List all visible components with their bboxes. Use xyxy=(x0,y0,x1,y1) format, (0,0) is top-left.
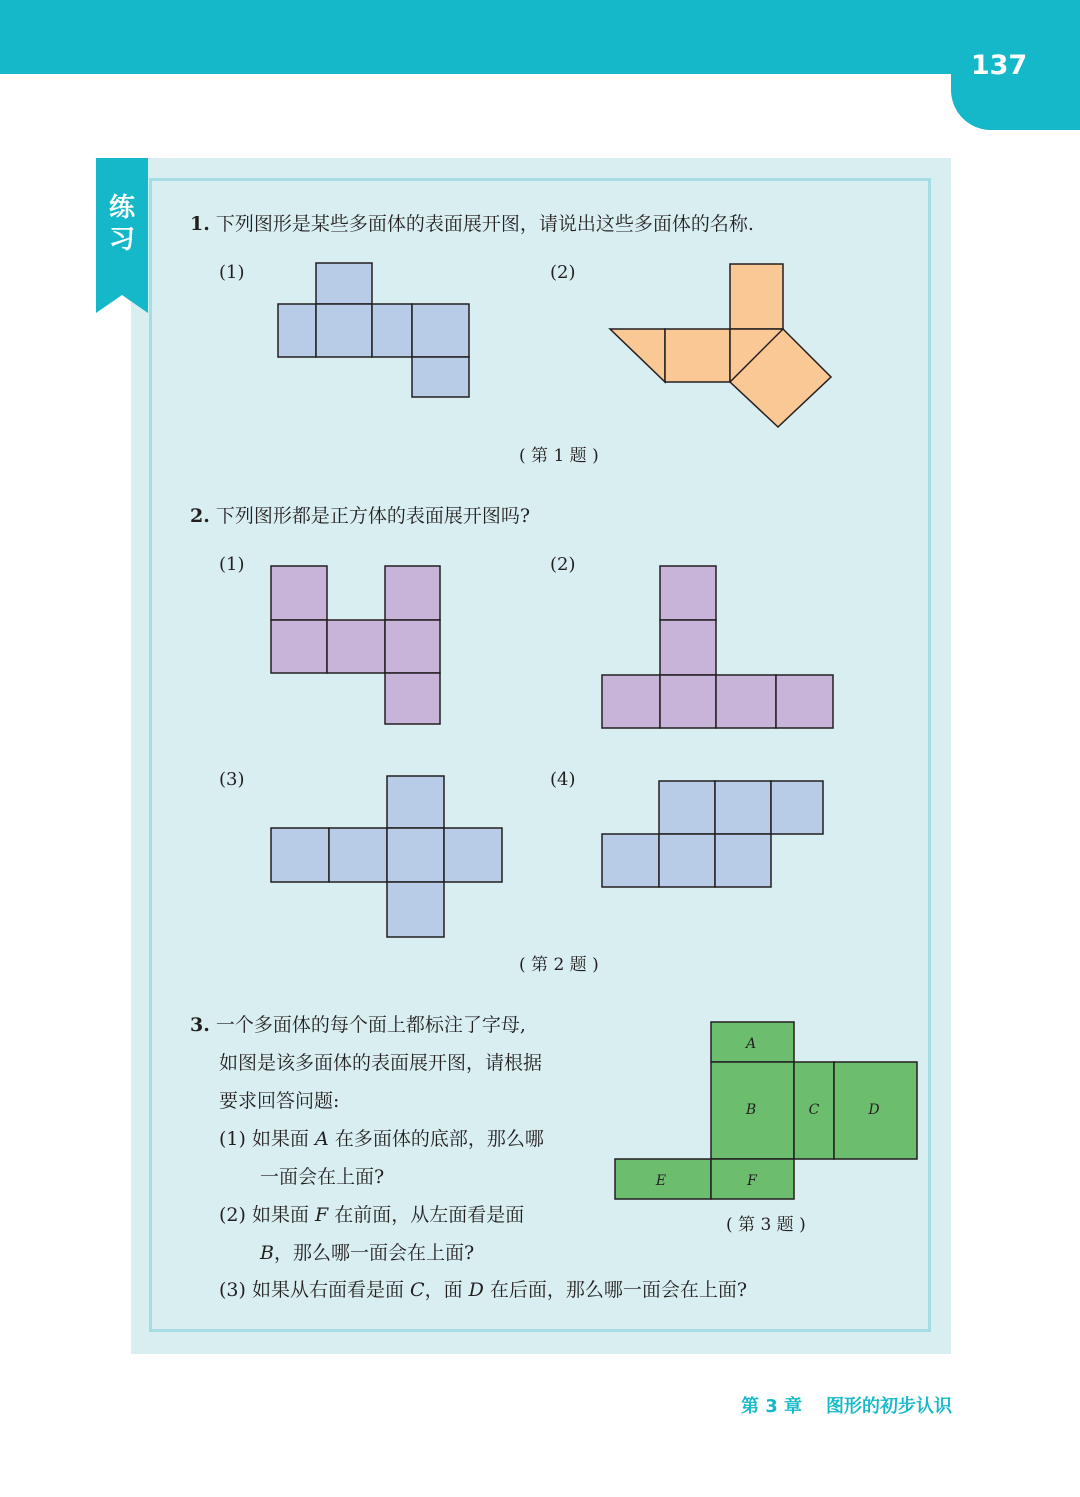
q3-p1-var-a: A xyxy=(315,1128,329,1150)
q2-net-4-face xyxy=(602,834,659,887)
q3-line-2: 如图是该多面体的表面展开图，请根据 xyxy=(219,1052,543,1074)
q3-letter-b: B xyxy=(745,1102,757,1118)
q3-p3-var-d: D xyxy=(468,1279,484,1301)
q1-net-2-face-top xyxy=(730,264,783,329)
q1-net-1-face-top xyxy=(316,263,372,304)
q1-caption: ( 第 1 题 ) xyxy=(519,446,599,466)
q2-text: 下列图形都是正方体的表面展开图吗? xyxy=(215,505,531,527)
q3-p2-c: ，那么哪一面会在上面? xyxy=(273,1242,475,1264)
q3-letter-c: C xyxy=(808,1102,820,1118)
page-number: 137 xyxy=(970,50,1028,81)
q2-net-4 xyxy=(602,781,823,887)
q3-part-3 xyxy=(219,1278,747,1302)
q3-p3-c: 在后面，那么哪一面会在上面? xyxy=(489,1279,748,1301)
footer-chapter: 第 3 章 xyxy=(740,1396,802,1417)
q3-p1-line-2: 一面会在上面? xyxy=(260,1166,385,1188)
q3-p3-label: (3) xyxy=(219,1279,246,1301)
q3-caption: ( 第 3 题 ) xyxy=(726,1215,806,1235)
q2-net-4-face xyxy=(715,781,771,834)
q3-p3-var-c: C xyxy=(410,1279,425,1301)
q3-p2-var-f: F xyxy=(315,1204,329,1226)
q3-letter-d: D xyxy=(868,1102,880,1118)
q2-net-1-face xyxy=(385,566,440,620)
q1-label-2: (2) xyxy=(550,262,576,283)
q2-net-4-face xyxy=(659,781,715,834)
q3-letter-a: A xyxy=(745,1036,757,1052)
q2-label-1: (1) xyxy=(219,554,245,575)
q2-net-1-face xyxy=(385,673,440,724)
q2-net-3-face xyxy=(387,776,444,828)
q3-letter-f: F xyxy=(747,1173,757,1189)
q2-net-4-face xyxy=(715,834,771,887)
q2-net-4-face xyxy=(659,834,715,887)
q3-p1-b: 在多面体的底部，那么哪 xyxy=(334,1128,544,1150)
q2-net-3 xyxy=(271,776,502,937)
q2-net-2-face xyxy=(602,675,660,728)
q1-net-2-face-left xyxy=(665,329,730,382)
q2-net-2-face xyxy=(716,675,776,728)
q2-label-2: (2) xyxy=(550,554,576,575)
q1-net-1-face-bottom xyxy=(412,357,469,397)
q2-net-1-face xyxy=(327,620,385,673)
q2-prompt xyxy=(190,504,530,528)
q1-net-2 xyxy=(610,264,831,427)
q2-net-4-face xyxy=(771,781,823,834)
q1-net-1-face-far-right xyxy=(412,304,469,357)
q1-net-1-face-center xyxy=(316,304,372,357)
q1-net-2-face-triangle xyxy=(610,329,665,382)
ribbon-char-2: 习 xyxy=(108,225,135,255)
q2-net-3-face xyxy=(329,828,387,882)
q2-net-3-face xyxy=(271,828,329,882)
q1-label-1: (1) xyxy=(219,262,245,283)
q3-p2-a: 如果面 xyxy=(251,1204,309,1226)
q2-net-2-face xyxy=(776,675,833,728)
q2-caption: ( 第 2 题 ) xyxy=(519,955,599,975)
q2-number: 2. xyxy=(190,505,210,527)
q2-net-3-face xyxy=(444,828,502,882)
q3-p2-line-2 xyxy=(260,1241,474,1265)
q3-p1-label: (1) xyxy=(219,1128,246,1150)
q2-net-3-face xyxy=(387,882,444,937)
q3-prompt-line-1 xyxy=(190,1013,526,1037)
q2-net-2-face xyxy=(660,675,716,728)
q2-net-1-face xyxy=(271,566,327,620)
q1-number: 1. xyxy=(190,213,210,235)
q2-net-2-face xyxy=(660,566,716,620)
q3-number: 3. xyxy=(190,1014,210,1036)
q2-label-3: (3) xyxy=(219,769,245,790)
ribbon-char-1: 练 xyxy=(108,193,135,223)
q3-p3-a: 如果从右面看是面 xyxy=(251,1279,404,1301)
q3-p2-var-b: B xyxy=(260,1242,274,1264)
q3-line-3: 要求回答问题: xyxy=(219,1090,340,1112)
q3-letter-e: E xyxy=(655,1173,667,1189)
q1-text: 下列图形是某些多面体的表面展开图，请说出这些多面体的名称. xyxy=(215,213,754,235)
q2-net-1 xyxy=(271,566,440,724)
footer-title: 图形的初步认识 xyxy=(826,1396,952,1417)
q2-net-1-face xyxy=(271,620,327,673)
q3-p1-a: 如果面 xyxy=(251,1128,309,1150)
q2-net-3-face xyxy=(387,828,444,882)
q2-net-1-face xyxy=(385,620,440,673)
q3-p2-label: (2) xyxy=(219,1204,246,1226)
q3-p2-b: 在前面，从左面看是面 xyxy=(334,1204,525,1226)
q2-label-4: (4) xyxy=(550,769,576,790)
q2-net-2 xyxy=(602,566,833,728)
q1-net-1-face-right xyxy=(372,304,412,357)
q3-part-1 xyxy=(219,1127,544,1151)
q3-line-1: 一个多面体的每个面上都标注了字母, xyxy=(215,1014,526,1036)
chapter-footer xyxy=(660,1392,952,1418)
q1-net-1 xyxy=(278,263,469,397)
q3-part-2 xyxy=(219,1203,524,1227)
q3-p3-b: ，面 xyxy=(424,1279,463,1301)
q2-net-2-face xyxy=(660,620,716,675)
q1-net-1-face-left xyxy=(278,304,316,357)
